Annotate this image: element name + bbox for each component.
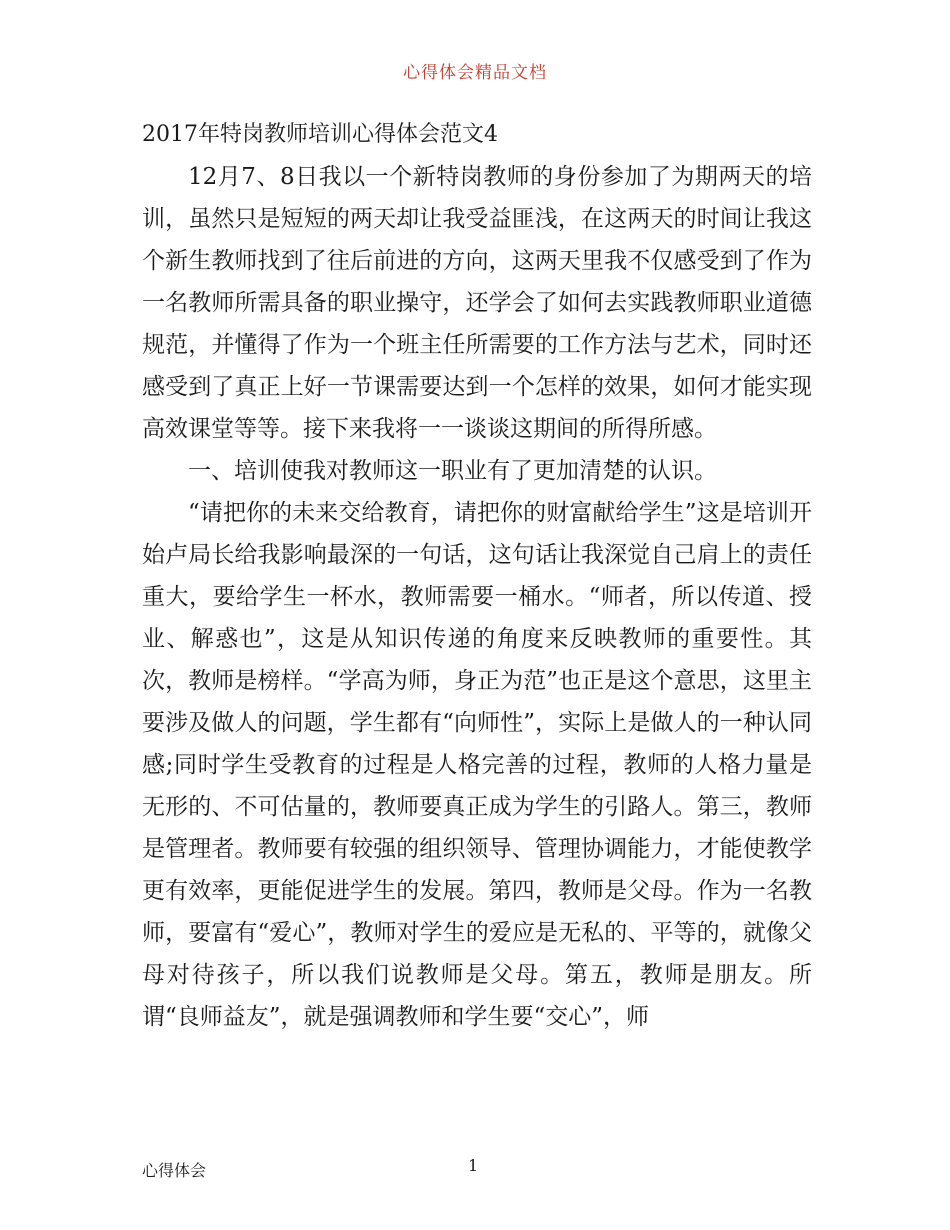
section-heading-1: 一、培训使我对教师这一职业有了更加清楚的认识。 <box>188 458 717 484</box>
document-body <box>142 114 812 1038</box>
document-title: 2017年特岗教师培训心得体会范文4 <box>142 122 498 147</box>
page-number: 1 <box>468 1156 479 1175</box>
paragraph-teacher-roles: “请把你的未来交给教育，请把你的财富献给学生”这是培训开始卢局长给我影响最深的一句话，这句话让我深觉自己肩上的责任重大，要给学生一杯水，教师需要一桶水。“师者，所以传道、授业、解惑也”，这是从知识传递的角度来反映教师的重要性。其次，教师是榜样。“学高为师，身正为范”也正是这个意思，这里主要涉及做人的问题，学生都有“向师性”，实际上是做人的一种认同感;同时学生受教育的过程是人格完善的过程，教师的人格力量是无形的、不可估量的，教师要真正成为学生的引路人。第三，教师是管理者。教师要有较强的组织领导、管理协调能力，才能使教学更有效率，更能促进学生的发展。第四，教师是父母。作为一名教师，要富有“爱心”，教师对学生的爱应是无私的、平等的，就像父母对待孩子，所以我们说教师是父母。第五，教师是朋友。所谓“良师益友”，就是强调教师和学生要“交心”，师 <box>142 500 812 1030</box>
page-header: 心得体会精品文档 <box>403 63 547 83</box>
footer-label: 心得体会 <box>142 1161 207 1180</box>
paragraph-intro: 12月7、8日我以一个新特岗教师的身份参加了为期两天的培训，虽然只是短短的两天却让我受益匪浅，在这两天的时间让我这个新生教师找到了往后前进的方向，这两天里我不仅感受到了作为一名教师所需具备的职业操守，还学会了如何去实践教师职业道德规范，并懂得了作为一个班主任所需要的工作方法与艺术，同时还感受到了真正上好一节课需要达到一个怎样的效果，如何才能实现高效课堂等等。接下来我将一一谈谈这期间的所得所感。 <box>142 164 812 442</box>
